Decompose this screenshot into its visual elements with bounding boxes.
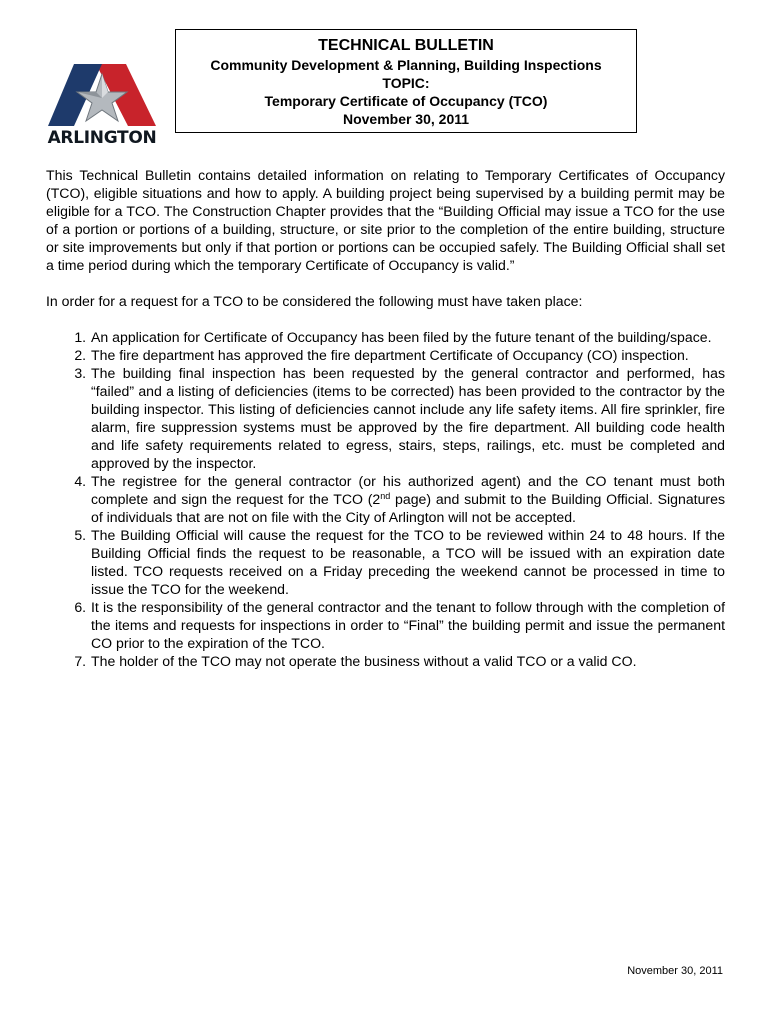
list-item: 7. The holder of the TCO may not operate the business without a valid TCO or a valid CO. (90, 652, 725, 670)
list-item: 6. It is the responsibility of the general contractor and the tenant to follow through with the completion of the items and requests for inspections in order to “Final” the building permit and issue the permanent CO prior to the expiration of the TCO. (90, 598, 725, 652)
list-item: 2. The fire department has approved the fire department Certificate of Occupancy (CO) inspection. (90, 346, 725, 364)
lead-paragraph: In order for a request for a TCO to be considered the following must have taken place: (46, 293, 583, 309)
logo-wordmark: ARLINGTON (47, 128, 157, 148)
list-item-text: The registree for the general contractor (or his authorized agent) and the CO tenant must both complete and sign the request for the TCO (2 (91, 473, 725, 507)
ordinal-superscript: nd (380, 491, 391, 501)
list-item: 3. The building final inspection has been requested by the general contractor and performed, has “failed” and a listing of deficiencies (items to be corrected) has been provided to the contractor by the building inspector. This listing of deficiencies cannot include any life safety items. All fire sprinkler, fire alarm, fire suppression systems must be approved by the fire department. All building code health and life safety requirements related to egress, stairs, steps, railings, etc. must be completed and approved by the inspector. (90, 364, 725, 472)
header-date: November 30, 2011 (342, 111, 470, 127)
arlington-a-star-icon (44, 62, 160, 128)
list-item: 5. The Building Official will cause the request for the TCO to be reviewed within 24 to 48 hours. If the Building Official finds the request to be reasonable, a TCO will be issued with an expiration date listed. TCO requests received on a Friday preceding the weekend cannot be processed in time to issue the TCO for the weekend. (90, 526, 725, 598)
requirements-list (46, 328, 725, 670)
topic-title: Temporary Certificate of Occupancy (TCO) (264, 93, 548, 109)
bulletin-body (46, 166, 725, 670)
arlington-logo (44, 62, 160, 148)
list-item (90, 472, 725, 526)
list-item: 1. An application for Certificate of Occupancy has been filed by the future tenant of the building/space. (90, 328, 725, 346)
footer-date: November 30, 2011 (627, 965, 723, 977)
bulletin-title: TECHNICAL BULLETIN (318, 37, 494, 54)
department-line: Community Development & Planning, Building Inspections (210, 57, 602, 73)
topic-label: TOPIC: (382, 75, 430, 91)
bulletin-header-box (175, 29, 637, 133)
intro-paragraph: This Technical Bulletin contains detailed information on relating to Temporary Certificates of Occupancy (TCO), eligible situations and how to apply. A building project being supervised by a building permit may be eligible for a TCO. The Construction Chapter provides that the “Building Official may issue a TCO for the use of a portion or portions of a building, structure, or site prior to the completion of the entire building, structure or site improvements but only if that portion or portions can be occupied safely. The Building Official shall set a time period during which the temporary Certificate of Occupancy is valid.” (46, 167, 725, 273)
list-item-text: page) and submit to the Building Official. Signatures of individuals that are not on file with the City of Arlington will not be accepted. (91, 491, 725, 525)
